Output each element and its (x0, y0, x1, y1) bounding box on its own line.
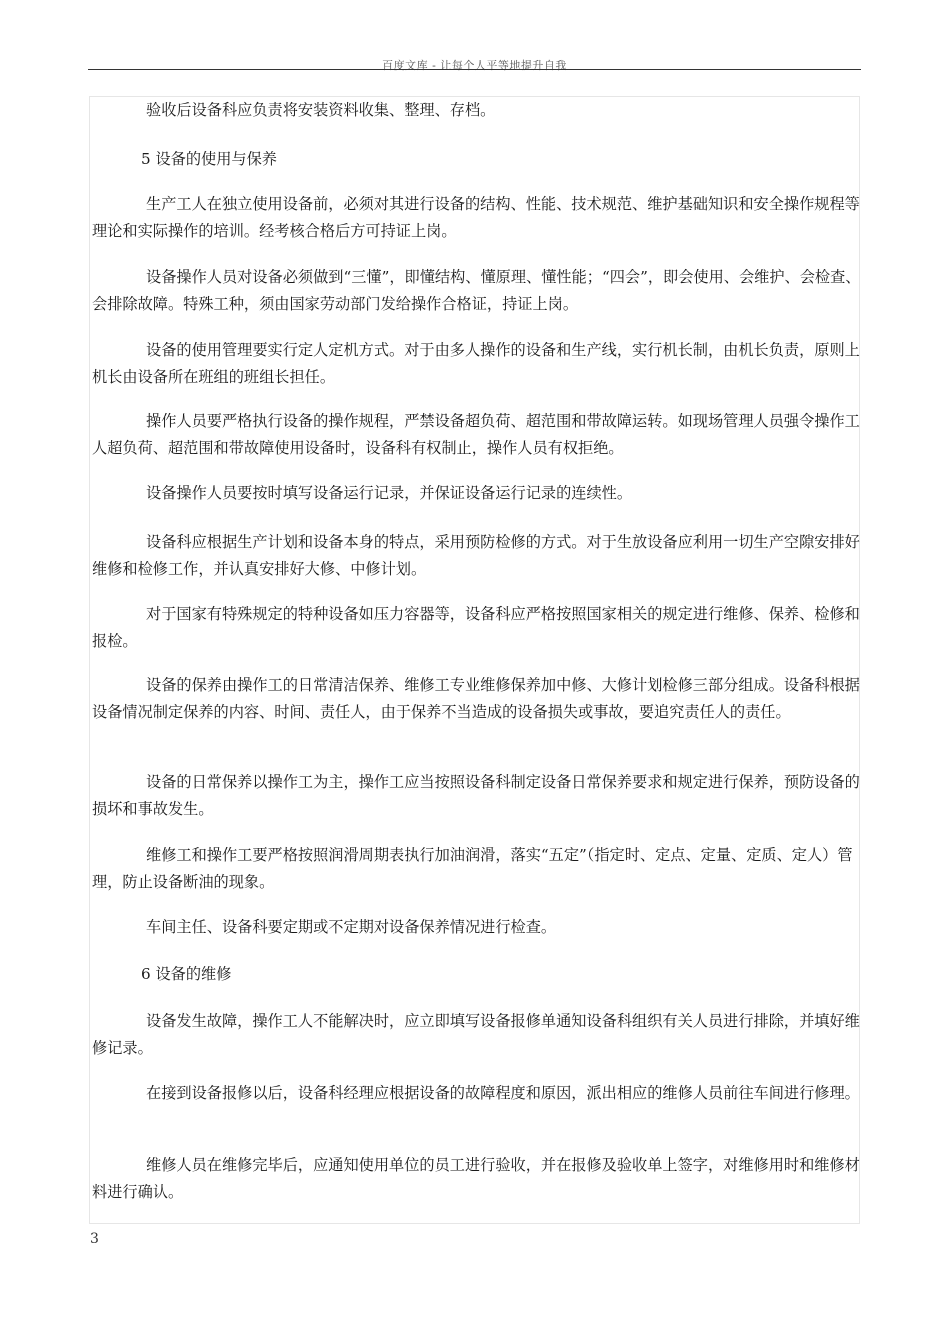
section-heading-6: 6 设备的维修 (141, 965, 232, 983)
paragraph-fault-report: 设备发生故障，操作工人不能解决时，应立即填写设备报修单通知设备科组织有关人员进行排除，并填好维修记录。 (92, 1012, 860, 1057)
paragraph-inspection: 车间主任、设备科要定期或不定期对设备保养情况进行检查。 (146, 918, 557, 936)
paragraph-acceptance: 维修人员在维修完毕后，应通知使用单位的员工进行验收，并在报修及验收单上签字，对维修用时和维修材料进行确认。 (92, 1156, 860, 1201)
paragraph-three-four: 设备操作人员对设备必须做到“三懂”，即懂结构、懂原理、懂性能；“四会”，即会使用、会维护、会检查、会排除故障。特殊工种，须由国家劳动部门发给操作合格证，持证上岗。 (92, 268, 861, 313)
paragraph-daily-maintenance: 设备的日常保养以操作工为主，操作工应当按照设备科制定设备日常保养要求和规定进行保养，预防设备的损坏和事故发生。 (92, 773, 860, 818)
paragraph-special-equipment: 对于国家有特殊规定的特种设备如压力容器等，设备科应严格按照国家相关的规定进行维修、保养、检修和报检。 (92, 605, 860, 650)
paragraph-dispatch-repair: 在接到设备报修以后，设备科经理应根据设备的故障程度和原因，派出相应的维修人员前往车间进行修理。 (146, 1084, 860, 1102)
paragraph-operating-rules: 操作人员要严格执行设备的操作规程，严禁设备超负荷、超范围和带故障运转。如现场管理人员强令操作工人超负荷、超范围和带故障使用设备时，设备科有权制止，操作人员有权拒绝。 (92, 412, 860, 457)
paragraph-training: 生产工人在独立使用设备前，必须对其进行设备的结构、性能、技术规范、维护基础知识和安全操作规程等理论和实际操作的培训。经考核合格后方可持证上岗。 (92, 195, 860, 240)
paragraph-lubrication: 维修工和操作工要严格按照润滑周期表执行加油润滑，落实“五定”（指定时、定点、定量、定质、定人）管理，防止设备断油的现象。 (92, 846, 853, 891)
paragraph-run-records: 设备操作人员要按时填写设备运行记录，并保证设备运行记录的连续性。 (146, 484, 632, 502)
page-number: 3 (90, 1231, 99, 1247)
section-heading-5: 5 设备的使用与保养 (141, 150, 277, 168)
paragraph-archive: 验收后设备科应负责将安装资料收集、整理、存档。 (146, 101, 496, 119)
paragraph-fixed-operator: 设备的使用管理要实行定人定机方式。对于由多人操作的设备和生产线，实行机长制，由机长负责，原则上机长由设备所在班组的班组长担任。 (92, 341, 860, 386)
header-divider (88, 69, 861, 70)
paragraph-preventive-repair: 设备科应根据生产计划和设备本身的特点，采用预防检修的方式。对于生放设备应利用一切生产空隙安排好维修和检修工作，并认真安排好大修、中修计划。 (92, 533, 860, 578)
page-header: 百度文库 - 让每个人平等地提升自我 (382, 59, 567, 72)
paragraph-maintenance-parts: 设备的保养由操作工的日常清洁保养、维修工专业维修保养加中修、大修计划检修三部分组成。设备科根据设备情况制定保养的内容、时间、责任人，由于保养不当造成的设备损失或事故，要追究责任人的责任。 (92, 676, 860, 721)
